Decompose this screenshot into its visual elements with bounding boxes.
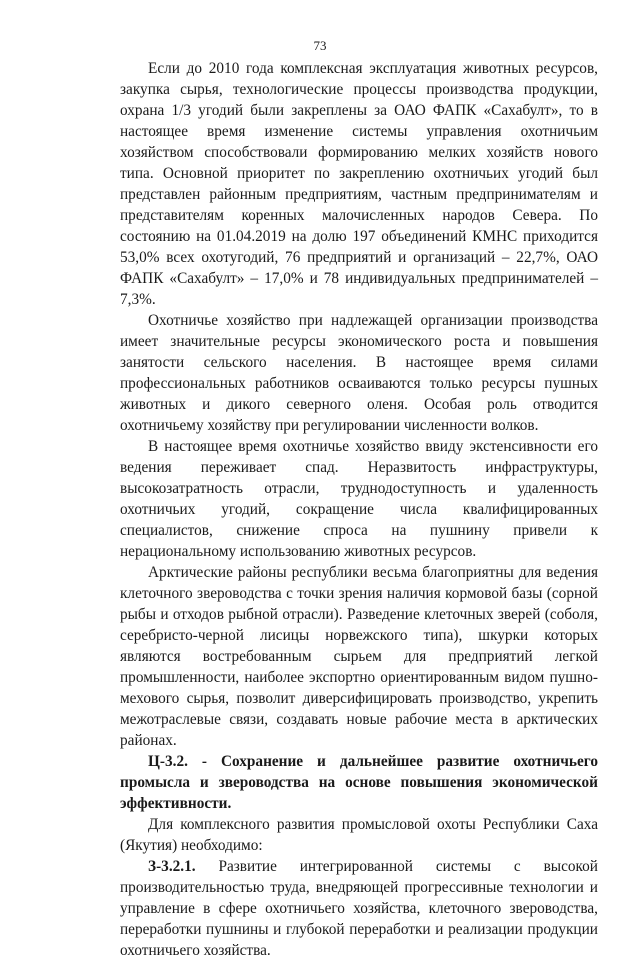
task-paragraph [120, 856, 598, 961]
paragraph-hunting-resources: Охотничье хозяйство при надлежащей организации производства имеет значительные ресурсы экономического роста и повышения занятости сельского населения. В настоящее время силами профессиональных работников осваиваются только ресурсы пушных животных и дикого северного оленя. Особая роль отводится охотничьему хозяйству при регулировании численности волков. [120, 312, 598, 434]
paragraph-hunting-reorganization: Если до 2010 года комплексная эксплуатация животных ресурсов, закупка сырья, технологические процессы производства продукции, охрана 1/3 угодий были закреплены за ОАО ФАПК «Сахабулт», то в настоящее время изменение системы управления охотничьим хозяйством способствовали формированию мелких хозяйств нового типа. Основной приоритет по закреплению охотничьих угодий был представлен районным предприятиям, частным предпринимателям и представителям коренных малочисленных народов Севера. По состоянию на 01.04.2019 на долю 197 объединений КМНС приходится 53,0% всех охотугодий, 76 предприятий и организаций – 22,7%, ОАО ФАПК «Сахабулт» – 17,0% и 78 индивидуальных предпринимателей – 7,3%. [120, 60, 598, 308]
page-number: 73 [313, 38, 327, 53]
paragraph-fur-farming: Арктические районы республики весьма благоприятны для ведения клеточного звероводства с точки зрения наличия кормовой базы (сорной рыбы и отходов рыбной отрасли). Разведение клеточных зверей (соболя, серебристо-черной лисицы норвежского типа), шкурки которых являются востребованным сырьем для предприятий легкой промышленности, наиболее экспортно ориентированным видом пушно-мехового сырья, позволит диверсифицировать производство, укрепить межотраслевые связи, создавать новые рабочие места в арктических районах. [120, 564, 598, 749]
task-text: Развитие интегрированной системы с высокой производительностью труда, внедряющей прогрессивные технологии и управление в сфере охотничьего хозяйства, клеточного звероводства, переработки пушнины и глубокой переработки и реализации продукции охотничьего хозяйства. [120, 858, 598, 959]
task-code: З-3.2.1. [148, 858, 196, 875]
section-heading: Ц-3.2. - Сохранение и дальнейшее развитие охотничьего промысла и звероводства на основе повышения экономической эффективности. [120, 753, 598, 812]
paragraph-requirements-intro: Для комплексного развития промысловой охоты Республики Саха (Якутия) необходимо: [120, 816, 598, 854]
paragraph-hunting-decline: В настоящее время охотничье хозяйство ввиду экстенсивности его ведения переживает спад. Неразвитость инфраструктуры, высокозатратность отрасли, труднодоступность и удаленность охотничьих угодий, сокращение числа квалифицированных специалистов, снижение спроса на пушнину привели к нерациональному использованию животных ресурсов. [120, 438, 598, 560]
document-body [120, 58, 598, 961]
